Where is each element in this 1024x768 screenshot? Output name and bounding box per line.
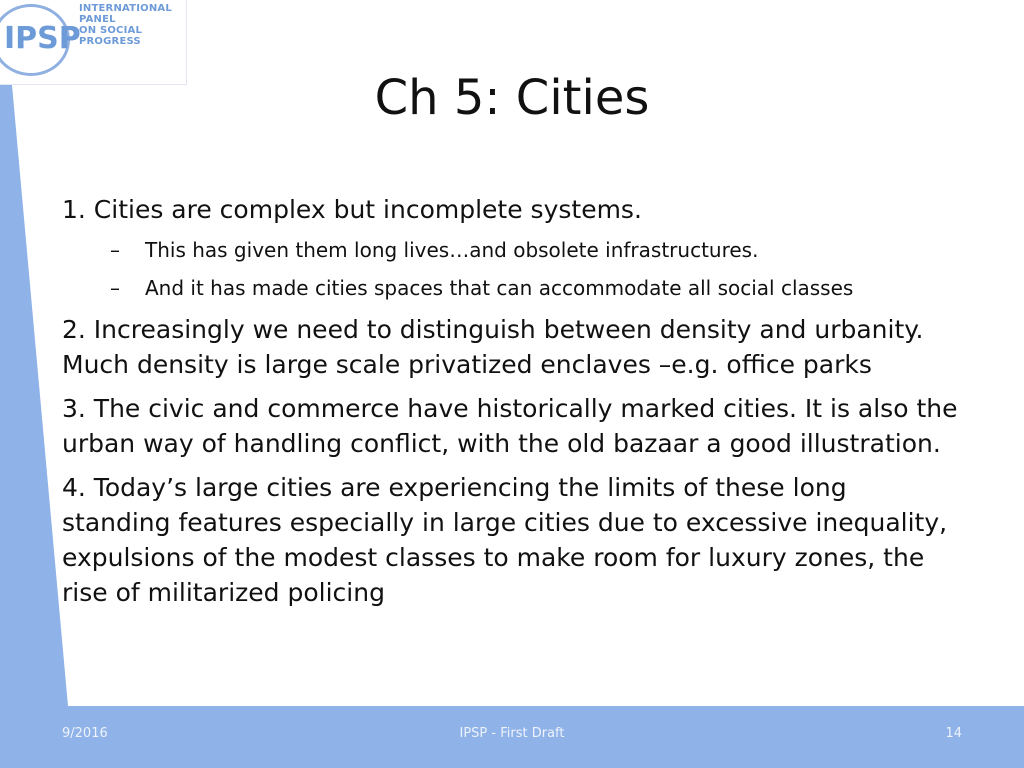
dash-icon: – — [110, 238, 120, 262]
sub-bullet-text: This has given them long lives…and obsolete infrastructures. — [145, 238, 759, 262]
slide-body — [62, 192, 962, 619]
slide-title: Ch 5: Cities — [374, 70, 650, 126]
sub-bullet-2 — [62, 274, 962, 302]
footer-title: IPSP - First Draft — [459, 726, 565, 741]
bullet-point-4: 4. Today’s large cities are experiencing the limits of these long standing features especially in large cities due to excessive inequality, expulsions of the modest classes to make room for luxury zones, the rise of militarized policing — [62, 473, 948, 607]
sub-bullet-1 — [62, 236, 962, 264]
logo-mark: IPSP — [4, 21, 81, 56]
bullet-point-3: 3. The civic and commerce have historically marked cities. It is also the urban way of handling conflict, with the old bazaar a good illustration. — [62, 394, 958, 458]
logo-line-2: ON SOCIAL PROGRESS — [79, 25, 143, 47]
footer-date: 9/2016 — [62, 726, 108, 741]
sub-bullet-text: And it has made cities spaces that can accommodate all social classes — [145, 276, 854, 300]
logo-text — [79, 3, 186, 47]
dash-icon: – — [110, 276, 120, 300]
bullet-point-1: 1. Cities are complex but incomplete systems. — [62, 195, 642, 224]
slide-footer — [0, 706, 1024, 768]
page-number: 14 — [945, 726, 962, 741]
bullet-point-2: 2. Increasingly we need to distinguish between density and urbanity. Much density is large scale privatized enclaves –e.g. office parks — [62, 315, 924, 379]
logo-line-1: INTERNATIONAL PANEL — [79, 3, 172, 25]
left-accent-band — [0, 85, 68, 706]
